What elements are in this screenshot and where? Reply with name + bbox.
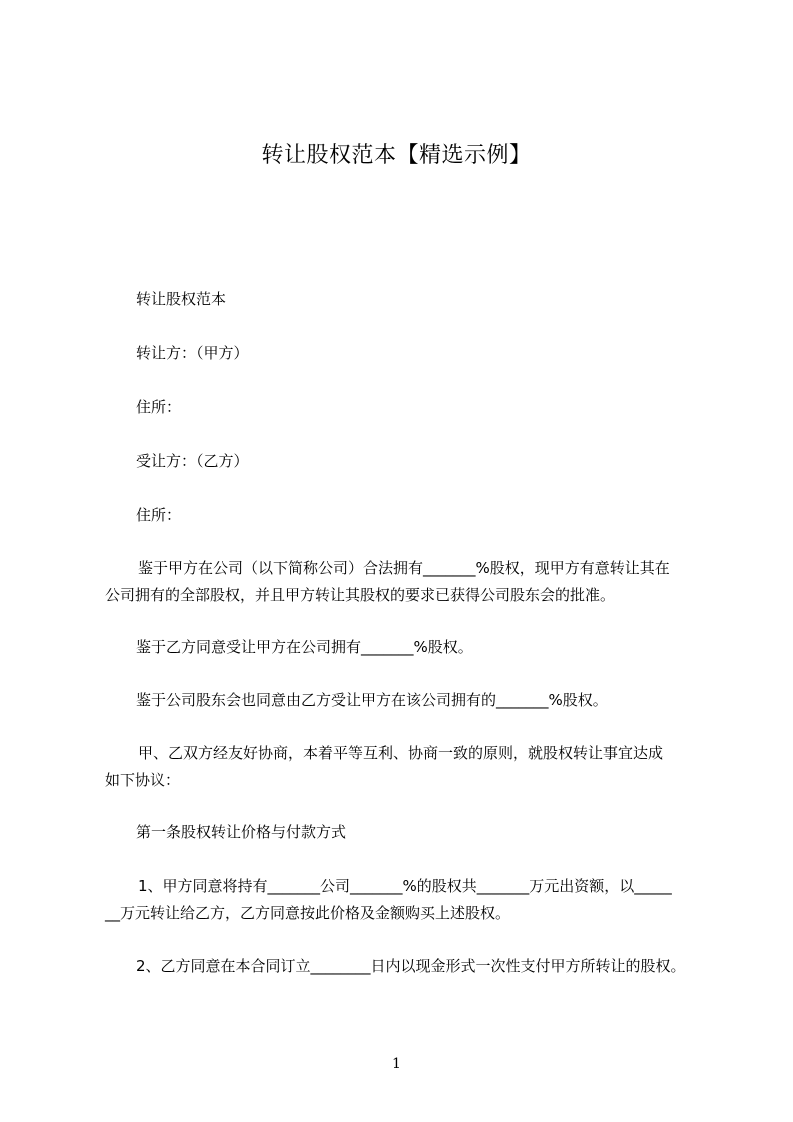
paragraph-article-1	[105, 819, 736, 846]
paragraph-recital-2	[105, 634, 736, 661]
paragraph-line: 公司拥有的全部股权，并且甲方转让其股权的要求已获得公司股东会的批准。	[105, 586, 616, 604]
paragraph-line: 鉴于乙方同意受让甲方在公司拥有_______%股权。	[136, 638, 473, 656]
paragraph-line: 第一条股权转让价格与付款方式	[136, 823, 347, 841]
paragraph-line: 转让方：（甲方）	[136, 344, 249, 362]
paragraph-line: 受让方：（乙方）	[136, 452, 249, 470]
paragraph-line: 鉴于公司股东会也同意由乙方受让甲方在该公司拥有的_______%股权。	[136, 691, 608, 709]
paragraph-line: 鉴于甲方在公司（以下简称公司）合法拥有_______%股权，现甲方有意转让其在	[138, 559, 670, 577]
paragraph-heading	[105, 286, 736, 313]
paragraph-line: 如下协议：	[105, 771, 181, 789]
paragraph-line: 2、乙方同意在本合同订立________日内以现金形式一次性支付甲方所转让的股权。	[136, 957, 686, 975]
paragraph-transferor	[105, 340, 736, 367]
document-title: 转让股权范本【精选示例】	[261, 143, 532, 168]
paragraph-transferee-address	[105, 502, 736, 529]
paragraph-transferee	[105, 448, 736, 475]
paragraph-transferor-address	[105, 394, 736, 421]
paragraph-line: 甲、乙双方经友好协商，本着平等互利、协商一致的原则，就股权转让事宜达成	[138, 744, 664, 762]
paragraph-recital-3	[105, 687, 736, 714]
paragraph-line: 住所：	[136, 506, 182, 524]
paragraph-clause-2	[105, 953, 736, 980]
paragraph-line: 转让股权范本	[136, 290, 227, 308]
paragraph-line: 1、甲方同意将持有_______公司_______%的股权共_______万元出资额，以_____	[138, 877, 672, 895]
paragraph-line: __万元转让给乙方，乙方同意按此价格及金额购买上述股权。	[105, 904, 511, 922]
paragraph-line: 住所：	[136, 398, 182, 416]
paragraph-recital-1	[105, 555, 705, 609]
paragraph-clause-1	[105, 873, 705, 927]
paragraph-agreement-intro	[105, 740, 705, 794]
page-number: 1	[392, 1056, 401, 1072]
